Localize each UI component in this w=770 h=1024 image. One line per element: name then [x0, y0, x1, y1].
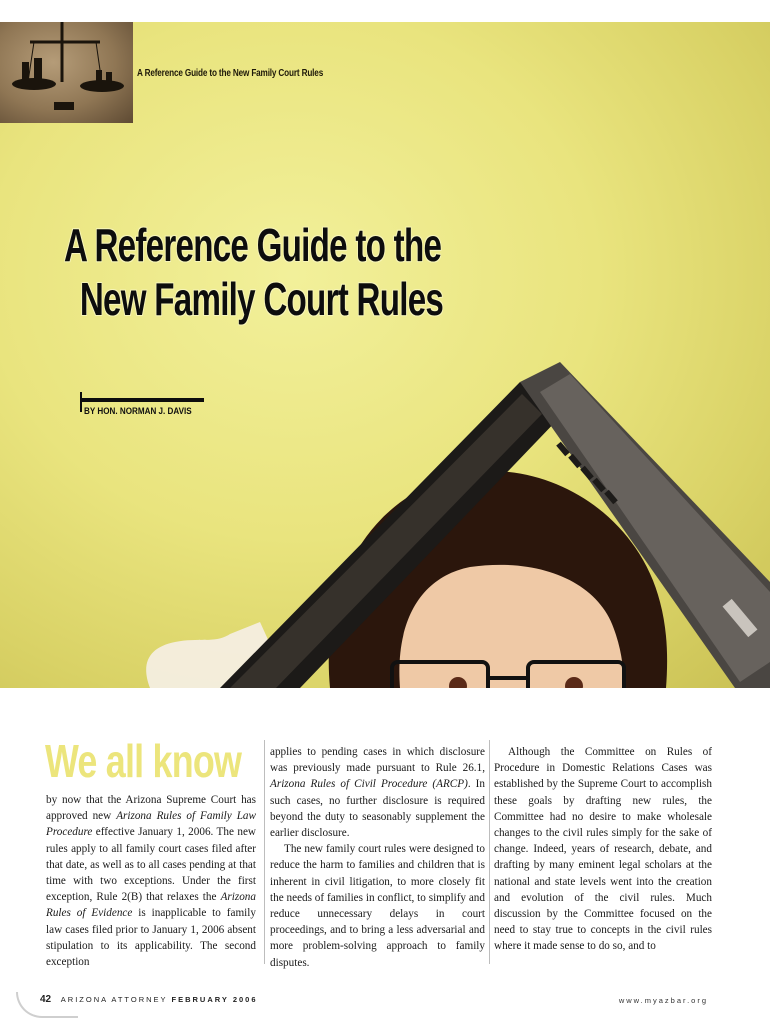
col2-text-2: . In such cases, no further disclosure is required beyond the duty to seasonably supplement the earlier disclosure.	[270, 778, 485, 840]
footer-url[interactable]: www.myazbar.org	[618, 996, 708, 1005]
col2-paragraph-2: The new family court rules were designed to reduce the harm to families and children that is inherent in civil litigation, to more closely fit the needs of families in conflict, to simplify and reduce unnecessary delays in court proceedings, and to bring a less adversarial and more problem-solving approach to family disputes.	[270, 843, 485, 969]
byline: BY HON. NORMAN J. DAVIS	[84, 406, 192, 416]
column-divider-1	[264, 740, 265, 964]
column-2	[270, 744, 485, 971]
col1-text-3: is inapplicable to family law cases filed prior to January 1, 2006 absent stipulation to its applicability. The second exception	[46, 907, 256, 969]
running-head: A Reference Guide to the New Family Court Rules	[137, 68, 324, 79]
publication-name: ARIZONA ATTORNEY	[60, 995, 168, 1004]
col1-text-2: effective January 1, 2006. The new rules apply to all family court cases filed after that date, as well as to all cases pending at that time with two exceptions. Under the first exception, Rule 2(B) that relaxes the	[46, 826, 256, 904]
col1-italic-2: Arizona Rules of Evidence	[46, 891, 256, 920]
scales-of-justice-image	[0, 22, 133, 123]
column-3	[494, 744, 712, 955]
issue-date: FEBRUARY 2006	[171, 995, 258, 1004]
column-divider-2	[489, 740, 490, 964]
footer-left	[40, 994, 258, 1005]
col2-text-1: applies to pending cases in which disclosure was previously made pursuant to Rule 26.1,	[270, 746, 485, 775]
page-number: 42	[40, 994, 52, 1005]
column-1	[46, 792, 256, 970]
byline-rule	[80, 398, 204, 402]
title-line-1: A Reference Guide to the	[64, 219, 442, 271]
hero-image	[0, 22, 770, 688]
lead-in-text: We all know	[45, 735, 242, 787]
scales-icon	[0, 22, 133, 123]
title-line-2: New Family Court Rules	[79, 273, 444, 325]
article-title	[64, 218, 443, 326]
col1-italic-1: Arizona Rules of Family Law Procedure	[46, 810, 256, 839]
col3-paragraph-1: Although the Committee on Rules of Procedure in Domestic Relations Cases was established by the Supreme Court to accomplish these goals by drafting new rules, the Committee had no desire to make wholesale changes to the civil rules simply for the sake of change. Indeed, years of research, debate, and drafting by many eminent legal scholars at the national and state levels went into the creation and evolution of the civil rules. Much discussion by the Committee focused on the need to stay true to concepts in the civil rules where it made sense to do so, and to	[494, 746, 712, 953]
byline-tick	[80, 392, 82, 412]
col1-text-1: by now that the Arizona Supreme Court has approved new	[46, 794, 256, 823]
col2-italic-1: Arizona Rules of Civil Procedure (ARCP)	[270, 778, 468, 791]
